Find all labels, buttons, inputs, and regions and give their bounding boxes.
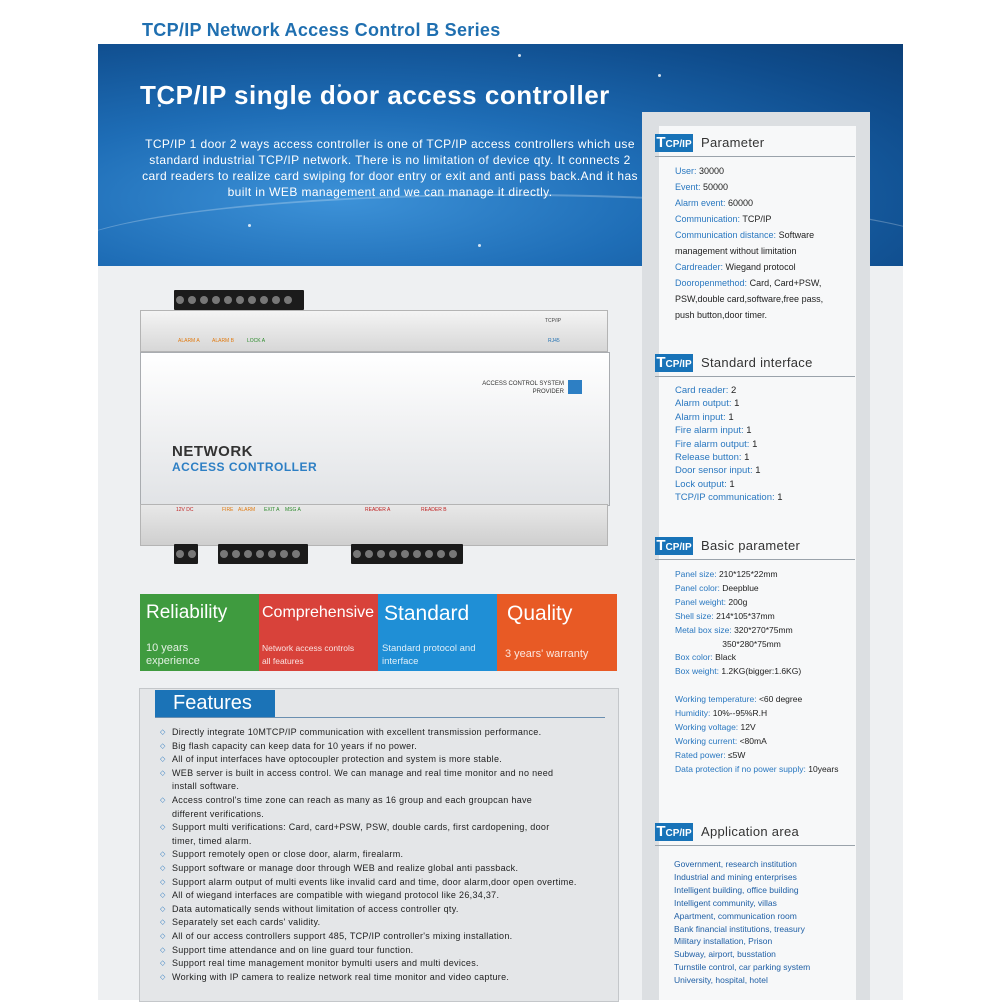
application-item: Apartment, communication room	[674, 910, 797, 921]
feature-item: ◇ Support remotely open or close door, alarm, firealarm.	[160, 848, 610, 862]
interface-value: 1	[743, 425, 752, 437]
interface-title: Standard interface	[701, 355, 813, 370]
device-brand-line1: NETWORK	[172, 443, 253, 460]
basic-key: Panel weight:	[675, 596, 727, 607]
label-rj45: RJ45	[548, 338, 560, 344]
sparkle	[478, 244, 481, 247]
label-reader-a: READER A	[365, 507, 391, 513]
basic-key: Working voltage:	[675, 721, 739, 732]
tile-subtitle: 3 years' warranty	[505, 648, 589, 660]
parameter-key: Communication:	[675, 214, 741, 224]
feature-item: ◇ Separately set each cards' validity.	[160, 916, 610, 930]
interface-value: 1	[774, 492, 783, 504]
feature-item: ◇ Access control's time zone can reach as many as 16 group and each groupcan have different verifications.	[160, 794, 610, 821]
basic-row	[675, 610, 839, 624]
feature-item: ◇ All of our access controllers support 485, TCP/IP controller's mixing installation.	[160, 930, 610, 944]
interface-row	[675, 424, 783, 437]
provider-logo	[568, 380, 582, 394]
tcpip-logo: TCP/IP	[656, 823, 692, 840]
features-divider	[155, 717, 605, 718]
tile-standard	[378, 594, 497, 671]
basic-value: 320*270*75mm	[731, 624, 793, 635]
tile-title: Reliability	[146, 602, 228, 623]
basic-key: Panel size:	[675, 569, 717, 579]
parameter-row	[675, 227, 823, 243]
interface-key: Release button:	[675, 452, 742, 464]
tcpip-logo: TCP/IP	[656, 354, 692, 371]
basic-value: 350*280*75mm	[675, 638, 781, 649]
parameter-title: Parameter	[701, 135, 765, 150]
label-alarm-b: ALARM B	[212, 338, 234, 344]
basic-row	[675, 596, 839, 610]
tile-quality	[497, 594, 617, 671]
basic-value: ≤5W	[725, 749, 746, 760]
application-item: Industrial and mining enterprises	[674, 871, 797, 882]
interface-value: 1	[725, 411, 734, 423]
sparkle	[658, 74, 661, 77]
basic-list	[675, 568, 839, 777]
feature-item: ◇ Support time attendance and on line guard tour function.	[160, 944, 610, 958]
interface-key: Fire alarm input:	[675, 425, 744, 437]
feature-item: ◇ Big flash capacity can keep data for 10 years if no power.	[160, 740, 610, 754]
label-12v: 12V DC	[176, 507, 194, 513]
parameter-key: Alarm event:	[675, 198, 726, 208]
parameter-value: push button,door timer.	[675, 310, 768, 320]
application-item: Subway, airport, busstation	[674, 949, 776, 960]
application-title: Application area	[701, 824, 800, 839]
feature-item: ◇ Support software or manage door through WEB and realize global anti passback.	[160, 862, 610, 876]
hero-title: TCP/IP single door access controller	[140, 80, 610, 110]
page-title: TCP/IP Network Access Control B Series	[142, 20, 501, 40]
parameter-key: Event:	[675, 182, 701, 192]
basic-row	[675, 735, 839, 749]
interface-key: Door sensor input:	[675, 465, 753, 477]
interface-row	[675, 411, 783, 424]
basic-row	[675, 763, 839, 777]
label-msg-a: MSG A	[285, 507, 301, 513]
terminal-block-top	[174, 290, 304, 310]
label-exit-a: EXIT A	[264, 507, 280, 513]
label-lock-a: LOCK A	[247, 338, 266, 344]
parameter-value: 60000	[725, 198, 754, 208]
interface-header	[655, 350, 855, 377]
parameter-key: Communication distance:	[675, 230, 777, 240]
parameter-row	[675, 291, 823, 307]
label-fire: FIRE	[222, 507, 234, 513]
interface-key: Lock output:	[675, 478, 727, 490]
feature-item: ◇ Support real time management monitor bymulti users and multi devices.	[160, 957, 610, 971]
sparkle	[248, 224, 251, 227]
features-title: Features	[173, 692, 252, 714]
application-item: Intelligent community, villas	[674, 897, 777, 908]
tile-title: Comprehensive	[262, 604, 375, 621]
basic-key: Humidity:	[675, 708, 711, 719]
basic-value: Deepblue	[719, 582, 759, 593]
basic-key: Working temperature:	[675, 694, 757, 705]
basic-row	[675, 721, 839, 735]
parameter-value: PSW,double card,software,free pass,	[675, 294, 824, 304]
interface-key: Card reader:	[675, 385, 729, 396]
parameter-value: TCP/IP	[740, 214, 772, 224]
interface-value: 2	[728, 385, 737, 396]
basic-row	[675, 679, 839, 693]
device-top-rail	[140, 310, 608, 352]
interface-row	[675, 491, 783, 504]
basic-key: Data protection if no power supply:	[675, 763, 806, 774]
feature-item: ◇ WEB server is built in access control. We can manage and real time monitor and no need install software.	[160, 767, 610, 794]
interface-row	[675, 438, 783, 451]
tile-subtitle: Standard protocol and interface	[382, 643, 476, 667]
feature-item: ◇ All of input interfaces have optocoupler protection and system is more stable.	[160, 753, 610, 767]
basic-value: 200g	[726, 596, 748, 607]
tile-subtitle: 10 years experience	[146, 642, 200, 667]
parameter-row	[675, 243, 823, 259]
basic-header	[655, 533, 855, 560]
parameter-row	[675, 163, 823, 179]
parameter-row	[675, 179, 823, 195]
application-header	[655, 819, 855, 846]
feature-item: ◇ Data automatically sends without limitation of access controller qty.	[160, 903, 610, 917]
parameter-row	[675, 275, 823, 291]
basic-row	[675, 624, 839, 638]
basic-row	[675, 665, 839, 679]
basic-row	[675, 693, 839, 707]
tile-comprehensive	[259, 594, 378, 671]
basic-row	[675, 651, 839, 665]
basic-key: Box weight:	[675, 666, 719, 677]
interface-value: 1	[741, 452, 750, 464]
terminal-block-readers	[351, 544, 463, 564]
features-list	[160, 726, 610, 984]
parameter-value: 30000	[696, 166, 725, 176]
terminal-block-io	[218, 544, 308, 564]
basic-key: Panel color:	[675, 582, 720, 593]
basic-key: Box color:	[675, 652, 713, 663]
interface-key: Alarm input:	[675, 411, 726, 423]
basic-value: 10%--95%R.H	[710, 708, 768, 719]
feature-item: ◇ Directly integrate 10MTCP/IP communication with excellent transmission performance.	[160, 726, 610, 740]
application-item: Turnstile control, car parking system	[674, 962, 811, 973]
tile-title: Standard	[384, 602, 470, 625]
parameter-row	[675, 259, 823, 275]
interface-row	[675, 451, 783, 464]
parameter-key: User:	[675, 166, 697, 176]
feature-item: ◇ Support multi verifications: Card, card+PSW, PSW, double cards, first cardopening, door timer, timed alarm.	[160, 821, 610, 848]
interface-value: 1	[726, 478, 735, 490]
interface-row	[675, 478, 783, 491]
interface-row	[675, 397, 783, 410]
tile-reliability	[140, 594, 259, 671]
application-list	[674, 858, 810, 987]
application-item: University, hospital, hotel	[674, 975, 768, 986]
basic-value: Black	[712, 652, 736, 663]
parameter-value: Software	[776, 230, 815, 240]
basic-value: 12V	[738, 721, 756, 732]
application-item: Bank financial institutions, treasury	[674, 923, 805, 934]
label-alarm: ALARM	[238, 507, 256, 513]
interface-list	[675, 384, 783, 505]
parameter-row	[675, 211, 823, 227]
label-alarm-a: ALARM A	[178, 338, 200, 344]
basic-title: Basic parameter	[701, 538, 801, 553]
basic-value: 1.2KG(bigger:1.6KG)	[718, 666, 802, 677]
sparkle	[518, 54, 521, 57]
application-item: Government, research institution	[674, 859, 797, 869]
basic-value: 10years	[805, 763, 839, 774]
interface-row	[675, 384, 783, 397]
parameter-key: Cardreader:	[675, 262, 724, 272]
interface-key: Alarm output:	[675, 398, 732, 410]
interface-key: Fire alarm output:	[675, 438, 750, 450]
application-item: Intelligent building, office building	[674, 884, 799, 895]
interface-value: 1	[752, 465, 761, 477]
parameter-row	[675, 195, 823, 211]
feature-item: ◇ Working with IP camera to realize network real time monitor and video capture.	[160, 971, 610, 985]
parameter-key: Dooropenmethod:	[675, 278, 748, 288]
tile-subtitle: Network access controls all features	[262, 643, 355, 666]
basic-value	[675, 680, 677, 690]
basic-row	[675, 568, 839, 582]
basic-row	[675, 749, 839, 763]
parameter-value: Card, Card+PSW,	[747, 278, 822, 288]
basic-row	[675, 707, 839, 721]
parameter-header	[655, 130, 855, 157]
basic-value: 210*125*22mm	[716, 569, 778, 579]
basic-key: Shell size:	[675, 610, 714, 621]
basic-value: <80mA	[737, 735, 767, 746]
device-brand-line2: ACCESS CONTROLLER	[172, 460, 318, 474]
basic-key: Rated power:	[675, 749, 726, 760]
interface-row	[675, 464, 783, 477]
parameter-value: management without limitation	[675, 246, 797, 256]
label-tcpip-port: TCP/IP	[545, 318, 562, 324]
parameter-value: 50000	[700, 182, 729, 192]
parameter-list	[675, 163, 823, 323]
interface-value: 1	[749, 438, 758, 450]
parameter-value: Wiegand protocol	[723, 262, 796, 272]
interface-key: TCP/IP communication:	[675, 492, 775, 504]
application-item: Military installation, Prison	[674, 936, 773, 947]
tcpip-logo: TCP/IP	[656, 134, 692, 151]
hero-description: TCP/IP 1 door 2 ways access controller is one of TCP/IP access controllers which use standard industrial TCP/IP network. There is no limitation of device qty. It connects 2 card readers to realize card swiping for door entry or exit and anti pass back.And it has built in WEB management and we can manage it directly.	[142, 137, 638, 199]
basic-key: Working current:	[675, 735, 738, 746]
terminal-block-power	[174, 544, 198, 564]
basic-row	[675, 638, 839, 652]
interface-value: 1	[731, 398, 740, 410]
device-body	[140, 352, 610, 506]
basic-row	[675, 582, 839, 596]
parameter-row	[675, 307, 823, 323]
basic-key: Metal box size:	[675, 624, 732, 635]
basic-value: <60 degree	[756, 694, 803, 705]
tile-title: Quality	[507, 602, 573, 625]
provider-text: ACCESS CONTROL SYSTEM PROVIDER	[482, 381, 564, 395]
label-reader-b: READER B	[421, 507, 447, 513]
feature-item: ◇ Support alarm output of multi events like invalid card and time, door alarm,door open overtime.	[160, 876, 610, 890]
tcpip-logo: TCP/IP	[656, 537, 692, 554]
basic-value: 214*105*37mm	[713, 610, 775, 621]
feature-item: ◇ All of wiegand interfaces are compatible with wiegand protocol like 26,34,37.	[160, 889, 610, 903]
